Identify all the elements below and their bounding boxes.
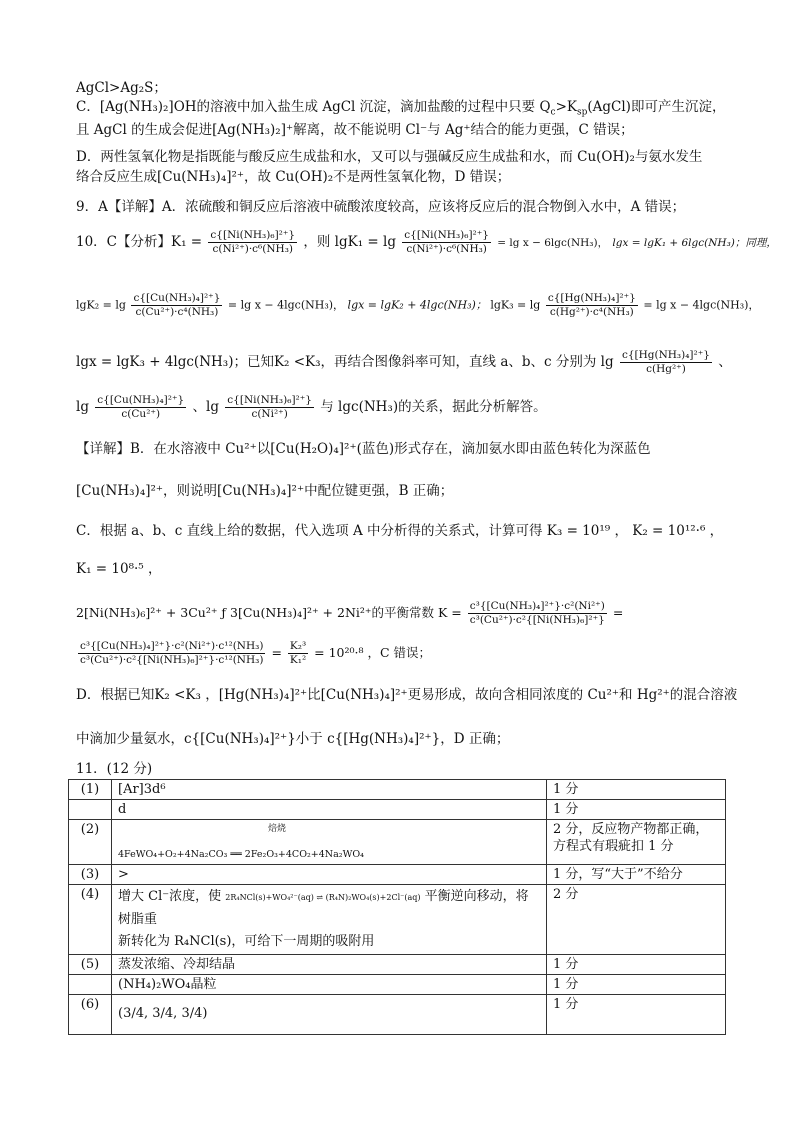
denominator: c³(Cu²⁺)·c²{[Ni(NH₃)₆]²⁺}·c¹²(NH₃) <box>80 654 264 666</box>
numerator: c{[Hg(NH₃)₄]²⁺} <box>621 349 710 361</box>
text-seg: lgx = lgK₁ + 6lgc(NH₃)；同理， <box>612 237 777 249</box>
text-seg: 、lg <box>192 399 219 415</box>
section-heading: 11．(12 分) <box>76 761 153 777</box>
fraction <box>225 394 314 421</box>
numerator: c{[Cu(NH₃)₄]²⁺} <box>97 394 185 406</box>
answer-cell: > <box>112 865 547 885</box>
fraction <box>468 600 607 627</box>
fraction <box>95 394 186 421</box>
question-number: (4) <box>69 885 112 955</box>
fraction <box>402 229 491 256</box>
text-seg: = lg x − 6lgc(NH₃)， <box>497 237 609 249</box>
text-seg: (AgCl)即可产生沉淀， <box>587 99 726 115</box>
numerator: c{[Hg(NH₃)₄]²⁺} <box>547 292 636 304</box>
table-row <box>69 800 726 820</box>
text-seg: sp <box>576 107 588 118</box>
score-cell: 1 分 <box>547 780 726 800</box>
numerator: c{[Ni(NH₃)₆]²⁺} <box>210 229 296 241</box>
equation: 4FeWO₄+O₂+4Na₂CO₃ ══ 2Fe₂O₃+4CO₂+4Na₂WO₄ <box>118 849 364 860</box>
score-cell: 1 分 <box>547 955 726 975</box>
question-number: (6) <box>69 995 112 1035</box>
text-seg: lg <box>76 399 89 415</box>
fraction <box>288 640 308 667</box>
text-line: D．两性氢氧化物是指既能与酸反应生成盐和水，又可以与强碱反应生成盐和水，而 Cu(OH)₂与氨水发生 <box>76 149 703 165</box>
text-seg: >K <box>555 99 577 115</box>
equation: 2R₄NCl(s)+WO₄²⁻(aq) ⇌ (R₄N)₂WO₄(s)+2Cl⁻(aq) <box>225 893 421 902</box>
score-cell: 2 分 <box>547 885 726 955</box>
answer-cell: 蒸发浓缩、冷却结晶 <box>112 955 547 975</box>
table-row <box>69 865 726 885</box>
question-number: (3) <box>69 865 112 885</box>
text-seg: = 10²⁰·⁸ ，C 错误； <box>314 645 432 660</box>
text-seg: = <box>271 645 282 660</box>
numerator: c{[Ni(NH₃)₆]²⁺} <box>227 394 312 406</box>
text-line: [Cu(NH₃)₄]²⁺，则说明[Cu(NH₃)₄]²⁺中配位键更强，B 正确； <box>76 483 454 499</box>
question-number <box>69 975 112 995</box>
score-text: 2 分，反应物产物都正确， <box>553 822 709 837</box>
table-row <box>69 975 726 995</box>
numerator: K₂³ <box>289 640 307 652</box>
question-number: (2) <box>69 820 112 865</box>
question-number: (5) <box>69 955 112 975</box>
formula-line <box>76 394 547 421</box>
table-row <box>69 885 726 955</box>
text-line: K₁ = 10⁸·⁵ ， <box>76 561 162 577</box>
denominator: c(Ni²⁺)·c⁶(NH₃) <box>406 243 487 255</box>
table-row <box>69 995 726 1035</box>
reaction-condition: 焙烧 <box>268 824 287 834</box>
text-seg: C．[Ag(NH₃)₂]OH的溶液中加入盐生成 AgCl 沉淀，滴加盐酸的过程中只要 Q <box>76 99 551 115</box>
denominator: c(Hg²⁺) <box>646 363 686 375</box>
score-cell: 1 分 <box>547 995 726 1035</box>
denominator: c(Ni²⁺) <box>251 408 288 420</box>
numerator: c{[Cu(NH₃)₄]²⁺} <box>133 292 221 304</box>
text-seg: c <box>550 107 556 118</box>
answer-text: 增大 Cl⁻浓度，使 <box>118 889 222 904</box>
text-line: D．根据已知K₂ <K₃ ，[Hg(NH₃)₄]²⁺比[Cu(NH₃)₄]²⁺更易形成，故向含相同浓度的 Cu²⁺和 Hg²⁺的混合溶液 <box>76 687 738 703</box>
question-number <box>69 800 112 820</box>
answer-cell <box>112 820 547 865</box>
denominator: c(Hg²⁺)·c⁴(NH₃) <box>549 306 634 318</box>
text-line: 9．A【详解】A．浓硫酸和铜反应后溶液中硫酸浓度较高，应该将反应后的混合物倒入水中，A 错误； <box>76 199 686 215</box>
text-line: AgCl>Ag₂S； <box>76 80 167 96</box>
answer-text: 平衡逆向移动，将树脂重 <box>118 889 529 927</box>
text-seg: 、 <box>718 354 732 370</box>
score-cell: 1 分，写“大于”不给分 <box>547 865 726 885</box>
score-note: 方程式有瑕疵扣 1 分 <box>553 839 674 854</box>
text-seg: 与 lgc(NH₃)的关系，据此分析解答。 <box>320 399 547 415</box>
denominator: c(Cu²⁺) <box>121 408 161 420</box>
text-seg: = lg x − 4lgc(NH₃)， <box>227 298 345 312</box>
denominator: c³(Cu²⁺)·c²{[Ni(NH₃)₆]²⁺} <box>469 614 605 626</box>
text-seg: 10．C【分析】K₁ = <box>76 234 203 250</box>
answer-cell: (3/4, 3/4, 3/4) <box>112 995 547 1035</box>
score-cell: 1 分 <box>547 975 726 995</box>
text-seg: lgx = lgK₃ + 4lgc(NH₃)；已知K₂ <K₃，再结合图像斜率可知，直线 a、b、c 分别为 lg <box>76 354 614 370</box>
table-row <box>69 955 726 975</box>
fraction <box>131 292 222 319</box>
answer-cell <box>112 885 547 955</box>
answer-cell: (NH₄)₂WO₄晶粒 <box>112 975 547 995</box>
score-cell: 1 分 <box>547 800 726 820</box>
fraction <box>208 229 297 256</box>
formula-line <box>76 640 431 667</box>
text-seg: ，则 lgK₁ = lg <box>303 234 396 250</box>
text-line: 中滴加少量氨水，c{[Cu(NH₃)₄]²⁺}小于 c{[Hg(NH₃)₄]²⁺}，D 正确； <box>76 731 510 747</box>
text-seg: 2[Ni(NH₃)₆]²⁺ + 3Cu²⁺ ƒ 3[Cu(NH₃)₄]²⁺ + 2Ni²⁺的平衡常数 K = <box>76 605 462 620</box>
formula-line <box>76 600 623 627</box>
answer-table <box>68 779 726 1035</box>
numerator: c³{[Cu(NH₃)₄]²⁺}·c²(Ni²⁺)·c¹²(NH₃) <box>80 640 264 652</box>
answer-cell: d <box>112 800 547 820</box>
numerator: c³{[Cu(NH₃)₄]²⁺}·c²(Ni²⁺) <box>469 600 605 612</box>
table-row <box>69 780 726 800</box>
denominator: c(Ni²⁺)·c⁶(NH₃) <box>212 243 294 255</box>
denominator: K₁² <box>289 654 307 666</box>
text-line: 络合反应生成[Cu(NH₃)₄]²⁺，故 Cu(OH)₂不是两性氢氧化物，D 错误； <box>76 169 511 185</box>
text-seg: lgK₂ = lg <box>76 298 126 312</box>
formula-line <box>76 229 777 256</box>
question-number: (1) <box>69 780 112 800</box>
text-line: 且 AgCl 的生成会促进[Ag(NH₃)₂]⁺解离，故不能说明 Cl⁻与 Ag⁺结合的能力更强，C 错误； <box>76 122 634 138</box>
formula-line <box>76 292 759 319</box>
text-line: C．根据 a、b、c 直线上给的数据，代入选项 A 中分析得的关系式，计算可得 K₃ = 10¹⁹ ， K₂ = 10¹²·⁶ ， <box>76 523 724 539</box>
score-cell <box>547 820 726 865</box>
text-line <box>76 98 725 122</box>
answer-text: 新转化为 R₄NCl(s)，可给下一周期的吸附用 <box>118 934 375 949</box>
text-seg: lgx = lgK₂ + 4lgc(NH₃)； <box>347 298 487 312</box>
text-seg: = lg x − 4lgc(NH₃)， <box>643 298 760 312</box>
fraction <box>78 640 265 667</box>
fraction <box>546 292 638 319</box>
numerator: c{[Ni(NH₃)₆]²⁺} <box>404 229 489 241</box>
fraction <box>620 349 712 376</box>
answer-cell: [Ar]3d⁶ <box>112 780 547 800</box>
table-row <box>69 820 726 865</box>
text-line: 【详解】B．在水溶液中 Cu²⁺以[Cu(H₂O)₄]²⁺(蓝色)形式存在，滴加氨水即由蓝色转化为深蓝色 <box>76 441 651 457</box>
text-seg: lgK₃ = lg <box>490 298 541 312</box>
denominator: c(Cu²⁺)·c⁴(NH₃) <box>135 306 219 318</box>
text-seg: = <box>612 605 624 620</box>
formula-line <box>76 349 732 376</box>
